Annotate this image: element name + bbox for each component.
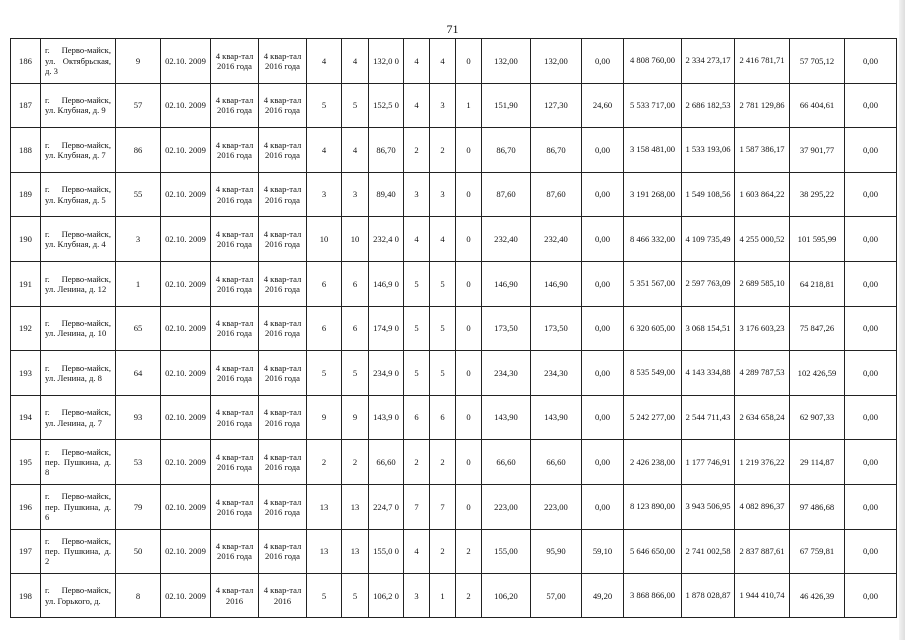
count-cell: 4 bbox=[404, 39, 430, 84]
amount-cell: 0,00 bbox=[845, 217, 897, 262]
amount-cell: 3 191 268,00 bbox=[624, 172, 682, 217]
count-cell: 1 bbox=[430, 574, 456, 618]
amount-cell: 4 109 735,49 bbox=[682, 217, 735, 262]
area-cell: 132,0 0 bbox=[369, 39, 404, 84]
amount-cell: 5 351 567,00 bbox=[624, 261, 682, 306]
house-id-cell: 57 bbox=[116, 83, 161, 128]
count-cell: 4 bbox=[404, 83, 430, 128]
amount-cell: 37 901,77 bbox=[790, 128, 845, 173]
quarter-cell: 4 квар-тал 2016 года bbox=[211, 261, 259, 306]
amount-cell: 2 689 585,10 bbox=[735, 261, 790, 306]
date-cell: 02.10. 2009 bbox=[161, 39, 211, 84]
quarter-cell: 4 квар-тал 2016 года bbox=[259, 395, 307, 440]
quarter-cell: 4 квар-тал 2016 года bbox=[211, 351, 259, 396]
amount-cell: 1 587 386,17 bbox=[735, 128, 790, 173]
date-cell: 02.10. 2009 bbox=[161, 306, 211, 351]
table-row bbox=[11, 351, 897, 396]
count-cell: 6 bbox=[307, 306, 342, 351]
quarter-cell: 4 квар-тал 2016 года bbox=[259, 128, 307, 173]
area-cell: 234,30 bbox=[531, 351, 582, 396]
quarter-cell: 4 квар-тал 2016 года bbox=[259, 440, 307, 485]
row-number-cell: 195 bbox=[11, 440, 41, 485]
quarter-cell: 4 квар-тал 2016 года bbox=[259, 172, 307, 217]
amount-cell: 8 123 890,00 bbox=[624, 484, 682, 529]
amount-cell: 4 143 334,88 bbox=[682, 351, 735, 396]
count-cell: 2 bbox=[404, 440, 430, 485]
address-cell: г. Перво-майск, ул. Ленина, д. 8 bbox=[41, 351, 116, 396]
area-cell: 95,90 bbox=[531, 529, 582, 574]
area-cell: 0,00 bbox=[582, 395, 624, 440]
table-row bbox=[11, 39, 897, 84]
amount-cell: 62 907,33 bbox=[790, 395, 845, 440]
count-cell: 4 bbox=[342, 39, 369, 84]
area-cell: 155,0 0 bbox=[369, 529, 404, 574]
area-cell: 146,90 bbox=[531, 261, 582, 306]
address-cell: г. Перво-майск, ул. Клубная, д. 7 bbox=[41, 128, 116, 173]
area-cell: 87,60 bbox=[531, 172, 582, 217]
count-cell: 6 bbox=[342, 261, 369, 306]
count-cell: 2 bbox=[430, 529, 456, 574]
area-cell: 151,90 bbox=[482, 83, 531, 128]
count-cell: 5 bbox=[404, 306, 430, 351]
area-cell: 232,4 0 bbox=[369, 217, 404, 262]
count-cell: 7 bbox=[430, 484, 456, 529]
housing-register-table bbox=[10, 38, 897, 618]
date-cell: 02.10. 2009 bbox=[161, 440, 211, 485]
amount-cell: 2 686 182,53 bbox=[682, 83, 735, 128]
count-cell: 0 bbox=[456, 39, 482, 84]
date-cell: 02.10. 2009 bbox=[161, 529, 211, 574]
table-body bbox=[11, 39, 897, 618]
amount-cell: 2 634 658,24 bbox=[735, 395, 790, 440]
count-cell: 2 bbox=[342, 440, 369, 485]
row-number-cell: 194 bbox=[11, 395, 41, 440]
table-row bbox=[11, 128, 897, 173]
area-cell: 66,60 bbox=[531, 440, 582, 485]
quarter-cell: 4 квар-тал 2016 bbox=[259, 574, 307, 618]
count-cell: 4 bbox=[430, 217, 456, 262]
house-id-cell: 50 bbox=[116, 529, 161, 574]
area-cell: 66,60 bbox=[482, 440, 531, 485]
amount-cell: 5 646 650,00 bbox=[624, 529, 682, 574]
area-cell: 57,00 bbox=[531, 574, 582, 618]
address-cell: г. Перво-майск, ул. Ленина, д. 12 bbox=[41, 261, 116, 306]
date-cell: 02.10. 2009 bbox=[161, 395, 211, 440]
quarter-cell: 4 квар-тал 2016 года bbox=[211, 529, 259, 574]
count-cell: 3 bbox=[430, 172, 456, 217]
amount-cell: 2 426 238,00 bbox=[624, 440, 682, 485]
area-cell: 143,90 bbox=[531, 395, 582, 440]
table-row bbox=[11, 484, 897, 529]
amount-cell: 67 759,81 bbox=[790, 529, 845, 574]
amount-cell: 1 603 864,22 bbox=[735, 172, 790, 217]
row-number-cell: 198 bbox=[11, 574, 41, 618]
amount-cell: 0,00 bbox=[845, 261, 897, 306]
house-id-cell: 64 bbox=[116, 351, 161, 396]
quarter-cell: 4 квар-тал 2016 года bbox=[211, 395, 259, 440]
area-cell: 232,40 bbox=[482, 217, 531, 262]
count-cell: 5 bbox=[430, 261, 456, 306]
date-cell: 02.10. 2009 bbox=[161, 484, 211, 529]
count-cell: 6 bbox=[404, 395, 430, 440]
address-cell: г. Перво-майск, ул. Октябрьская, д. 3 bbox=[41, 39, 116, 84]
count-cell: 5 bbox=[404, 351, 430, 396]
count-cell: 4 bbox=[404, 529, 430, 574]
count-cell: 0 bbox=[456, 440, 482, 485]
address-cell: г. Перво-майск, ул. Горького, д. bbox=[41, 574, 116, 618]
count-cell: 5 bbox=[342, 351, 369, 396]
count-cell: 5 bbox=[430, 351, 456, 396]
amount-cell: 5 242 277,00 bbox=[624, 395, 682, 440]
count-cell: 2 bbox=[456, 574, 482, 618]
count-cell: 10 bbox=[342, 217, 369, 262]
count-cell: 10 bbox=[307, 217, 342, 262]
amount-cell: 4 082 896,37 bbox=[735, 484, 790, 529]
count-cell: 5 bbox=[404, 261, 430, 306]
amount-cell: 101 595,99 bbox=[790, 217, 845, 262]
area-cell: 234,30 bbox=[482, 351, 531, 396]
house-id-cell: 55 bbox=[116, 172, 161, 217]
count-cell: 5 bbox=[342, 83, 369, 128]
count-cell: 1 bbox=[456, 83, 482, 128]
address-cell: г. Перво-майск, ул. Клубная, д. 4 bbox=[41, 217, 116, 262]
date-cell: 02.10. 2009 bbox=[161, 261, 211, 306]
amount-cell: 46 426,39 bbox=[790, 574, 845, 618]
amount-cell: 0,00 bbox=[845, 172, 897, 217]
quarter-cell: 4 квар-тал 2016 года bbox=[259, 306, 307, 351]
amount-cell: 29 114,87 bbox=[790, 440, 845, 485]
count-cell: 5 bbox=[430, 306, 456, 351]
quarter-cell: 4 квар-тал 2016 года bbox=[211, 172, 259, 217]
amount-cell: 2 597 763,09 bbox=[682, 261, 735, 306]
amount-cell: 57 705,12 bbox=[790, 39, 845, 84]
amount-cell: 0,00 bbox=[845, 306, 897, 351]
area-cell: 89,40 bbox=[369, 172, 404, 217]
table-row bbox=[11, 83, 897, 128]
area-cell: 0,00 bbox=[582, 39, 624, 84]
amount-cell: 64 218,81 bbox=[790, 261, 845, 306]
count-cell: 0 bbox=[456, 261, 482, 306]
quarter-cell: 4 квар-тал 2016 bbox=[211, 574, 259, 618]
address-cell: г. Перво-майск, ул. Ленина, д. 10 bbox=[41, 306, 116, 351]
address-cell: г. Перво-майск, ул. Клубная, д. 5 bbox=[41, 172, 116, 217]
count-cell: 5 bbox=[307, 351, 342, 396]
area-cell: 234,9 0 bbox=[369, 351, 404, 396]
area-cell: 86,70 bbox=[482, 128, 531, 173]
count-cell: 2 bbox=[307, 440, 342, 485]
table-row bbox=[11, 440, 897, 485]
area-cell: 0,00 bbox=[582, 351, 624, 396]
count-cell: 6 bbox=[307, 261, 342, 306]
quarter-cell: 4 квар-тал 2016 года bbox=[259, 529, 307, 574]
count-cell: 2 bbox=[430, 440, 456, 485]
count-cell: 5 bbox=[342, 574, 369, 618]
row-number-cell: 196 bbox=[11, 484, 41, 529]
area-cell: 143,9 0 bbox=[369, 395, 404, 440]
house-id-cell: 1 bbox=[116, 261, 161, 306]
date-cell: 02.10. 2009 bbox=[161, 172, 211, 217]
amount-cell: 4 289 787,53 bbox=[735, 351, 790, 396]
area-cell: 106,2 0 bbox=[369, 574, 404, 618]
amount-cell: 102 426,59 bbox=[790, 351, 845, 396]
count-cell: 0 bbox=[456, 351, 482, 396]
address-cell: г. Перво-майск, пер. Пушкина, д. 2 bbox=[41, 529, 116, 574]
count-cell: 3 bbox=[430, 83, 456, 128]
quarter-cell: 4 квар-тал 2016 года bbox=[211, 217, 259, 262]
amount-cell: 3 158 481,00 bbox=[624, 128, 682, 173]
area-cell: 0,00 bbox=[582, 128, 624, 173]
count-cell: 3 bbox=[342, 172, 369, 217]
area-cell: 0,00 bbox=[582, 172, 624, 217]
amount-cell: 1 878 028,87 bbox=[682, 574, 735, 618]
amount-cell: 0,00 bbox=[845, 440, 897, 485]
house-id-cell: 9 bbox=[116, 39, 161, 84]
amount-cell: 3 176 603,23 bbox=[735, 306, 790, 351]
amount-cell: 0,00 bbox=[845, 484, 897, 529]
count-cell: 7 bbox=[404, 484, 430, 529]
quarter-cell: 4 квар-тал 2016 года bbox=[259, 83, 307, 128]
table-row bbox=[11, 574, 897, 618]
count-cell: 0 bbox=[456, 128, 482, 173]
count-cell: 4 bbox=[342, 128, 369, 173]
address-cell: г. Перво-майск, ул. Клубная, д. 9 bbox=[41, 83, 116, 128]
quarter-cell: 4 квар-тал 2016 года bbox=[259, 39, 307, 84]
quarter-cell: 4 квар-тал 2016 года bbox=[211, 484, 259, 529]
area-cell: 174,9 0 bbox=[369, 306, 404, 351]
count-cell: 9 bbox=[307, 395, 342, 440]
count-cell: 0 bbox=[456, 484, 482, 529]
address-cell: г. Перво-майск, ул. Ленина, д. 7 bbox=[41, 395, 116, 440]
area-cell: 132,00 bbox=[482, 39, 531, 84]
area-cell: 155,00 bbox=[482, 529, 531, 574]
scan-edge bbox=[899, 0, 905, 640]
amount-cell: 1 177 746,91 bbox=[682, 440, 735, 485]
area-cell: 0,00 bbox=[582, 306, 624, 351]
count-cell: 2 bbox=[404, 128, 430, 173]
area-cell: 223,00 bbox=[531, 484, 582, 529]
quarter-cell: 4 квар-тал 2016 года bbox=[259, 351, 307, 396]
quarter-cell: 4 квар-тал 2016 года bbox=[259, 261, 307, 306]
count-cell: 6 bbox=[342, 306, 369, 351]
amount-cell: 3 068 154,51 bbox=[682, 306, 735, 351]
count-cell: 5 bbox=[307, 83, 342, 128]
area-cell: 59,10 bbox=[582, 529, 624, 574]
amount-cell: 0,00 bbox=[845, 395, 897, 440]
table-row bbox=[11, 529, 897, 574]
quarter-cell: 4 квар-тал 2016 года bbox=[211, 440, 259, 485]
area-cell: 66,60 bbox=[369, 440, 404, 485]
date-cell: 02.10. 2009 bbox=[161, 574, 211, 618]
amount-cell: 4 808 760,00 bbox=[624, 39, 682, 84]
amount-cell: 97 486,68 bbox=[790, 484, 845, 529]
house-id-cell: 65 bbox=[116, 306, 161, 351]
area-cell: 49,20 bbox=[582, 574, 624, 618]
amount-cell: 0,00 bbox=[845, 574, 897, 618]
area-cell: 0,00 bbox=[582, 484, 624, 529]
area-cell: 86,70 bbox=[369, 128, 404, 173]
area-cell: 0,00 bbox=[582, 440, 624, 485]
amount-cell: 2 781 129,86 bbox=[735, 83, 790, 128]
area-cell: 173,50 bbox=[531, 306, 582, 351]
count-cell: 13 bbox=[342, 529, 369, 574]
house-id-cell: 93 bbox=[116, 395, 161, 440]
quarter-cell: 4 квар-тал 2016 года bbox=[259, 484, 307, 529]
count-cell: 2 bbox=[430, 128, 456, 173]
amount-cell: 38 295,22 bbox=[790, 172, 845, 217]
count-cell: 5 bbox=[307, 574, 342, 618]
amount-cell: 0,00 bbox=[845, 39, 897, 84]
amount-cell: 1 549 108,56 bbox=[682, 172, 735, 217]
area-cell: 173,50 bbox=[482, 306, 531, 351]
count-cell: 13 bbox=[342, 484, 369, 529]
amount-cell: 3 943 506,95 bbox=[682, 484, 735, 529]
count-cell: 4 bbox=[430, 39, 456, 84]
date-cell: 02.10. 2009 bbox=[161, 217, 211, 262]
date-cell: 02.10. 2009 bbox=[161, 351, 211, 396]
area-cell: 106,20 bbox=[482, 574, 531, 618]
area-cell: 143,90 bbox=[482, 395, 531, 440]
row-number-cell: 197 bbox=[11, 529, 41, 574]
count-cell: 2 bbox=[456, 529, 482, 574]
table-row bbox=[11, 217, 897, 262]
house-id-cell: 79 bbox=[116, 484, 161, 529]
area-cell: 152,5 0 bbox=[369, 83, 404, 128]
date-cell: 02.10. 2009 bbox=[161, 128, 211, 173]
area-cell: 0,00 bbox=[582, 261, 624, 306]
count-cell: 4 bbox=[404, 217, 430, 262]
amount-cell: 0,00 bbox=[845, 83, 897, 128]
amount-cell: 0,00 bbox=[845, 128, 897, 173]
area-cell: 224,7 0 bbox=[369, 484, 404, 529]
area-cell: 0,00 bbox=[582, 217, 624, 262]
table-row bbox=[11, 306, 897, 351]
amount-cell: 4 255 000,52 bbox=[735, 217, 790, 262]
count-cell: 0 bbox=[456, 217, 482, 262]
table-row bbox=[11, 172, 897, 217]
date-cell: 02.10. 2009 bbox=[161, 83, 211, 128]
area-cell: 223,00 bbox=[482, 484, 531, 529]
amount-cell: 1 219 376,22 bbox=[735, 440, 790, 485]
amount-cell: 75 847,26 bbox=[790, 306, 845, 351]
house-id-cell: 53 bbox=[116, 440, 161, 485]
row-number-cell: 193 bbox=[11, 351, 41, 396]
count-cell: 4 bbox=[307, 128, 342, 173]
area-cell: 232,40 bbox=[531, 217, 582, 262]
count-cell: 0 bbox=[456, 172, 482, 217]
quarter-cell: 4 квар-тал 2016 года bbox=[211, 83, 259, 128]
area-cell: 146,90 bbox=[482, 261, 531, 306]
amount-cell: 8 535 549,00 bbox=[624, 351, 682, 396]
page-number: 71 bbox=[446, 22, 459, 36]
count-cell: 13 bbox=[307, 484, 342, 529]
amount-cell: 0,00 bbox=[845, 351, 897, 396]
count-cell: 3 bbox=[307, 172, 342, 217]
amount-cell: 1 533 193,06 bbox=[682, 128, 735, 173]
amount-cell: 2 544 711,43 bbox=[682, 395, 735, 440]
area-cell: 86,70 bbox=[531, 128, 582, 173]
quarter-cell: 4 квар-тал 2016 года bbox=[211, 306, 259, 351]
amount-cell: 5 533 717,00 bbox=[624, 83, 682, 128]
row-number-cell: 190 bbox=[11, 217, 41, 262]
quarter-cell: 4 квар-тал 2016 года bbox=[259, 217, 307, 262]
count-cell: 9 bbox=[342, 395, 369, 440]
amount-cell: 66 404,61 bbox=[790, 83, 845, 128]
count-cell: 0 bbox=[456, 306, 482, 351]
row-number-cell: 189 bbox=[11, 172, 41, 217]
count-cell: 13 bbox=[307, 529, 342, 574]
area-cell: 87,60 bbox=[482, 172, 531, 217]
address-cell: г. Перво-майск, пер. Пушкина, д. 8 bbox=[41, 440, 116, 485]
area-cell: 132,00 bbox=[531, 39, 582, 84]
area-cell: 127,30 bbox=[531, 83, 582, 128]
amount-cell: 8 466 332,00 bbox=[624, 217, 682, 262]
amount-cell: 6 320 605,00 bbox=[624, 306, 682, 351]
house-id-cell: 86 bbox=[116, 128, 161, 173]
table-row bbox=[11, 261, 897, 306]
amount-cell: 2 334 273,17 bbox=[682, 39, 735, 84]
amount-cell: 2 741 002,58 bbox=[682, 529, 735, 574]
area-cell: 24,60 bbox=[582, 83, 624, 128]
area-cell: 146,9 0 bbox=[369, 261, 404, 306]
address-cell: г. Перво-майск, пер. Пушкина, д. 6 bbox=[41, 484, 116, 529]
amount-cell: 2 837 887,61 bbox=[735, 529, 790, 574]
quarter-cell: 4 квар-тал 2016 года bbox=[211, 128, 259, 173]
amount-cell: 1 944 410,74 bbox=[735, 574, 790, 618]
row-number-cell: 191 bbox=[11, 261, 41, 306]
amount-cell: 3 868 866,00 bbox=[624, 574, 682, 618]
amount-cell: 2 416 781,71 bbox=[735, 39, 790, 84]
count-cell: 6 bbox=[430, 395, 456, 440]
count-cell: 3 bbox=[404, 172, 430, 217]
count-cell: 0 bbox=[456, 395, 482, 440]
quarter-cell: 4 квар-тал 2016 года bbox=[211, 39, 259, 84]
row-number-cell: 188 bbox=[11, 128, 41, 173]
amount-cell: 0,00 bbox=[845, 529, 897, 574]
row-number-cell: 192 bbox=[11, 306, 41, 351]
house-id-cell: 8 bbox=[116, 574, 161, 618]
table-row bbox=[11, 395, 897, 440]
row-number-cell: 187 bbox=[11, 83, 41, 128]
house-id-cell: 3 bbox=[116, 217, 161, 262]
count-cell: 3 bbox=[404, 574, 430, 618]
count-cell: 4 bbox=[307, 39, 342, 84]
row-number-cell: 186 bbox=[11, 39, 41, 84]
